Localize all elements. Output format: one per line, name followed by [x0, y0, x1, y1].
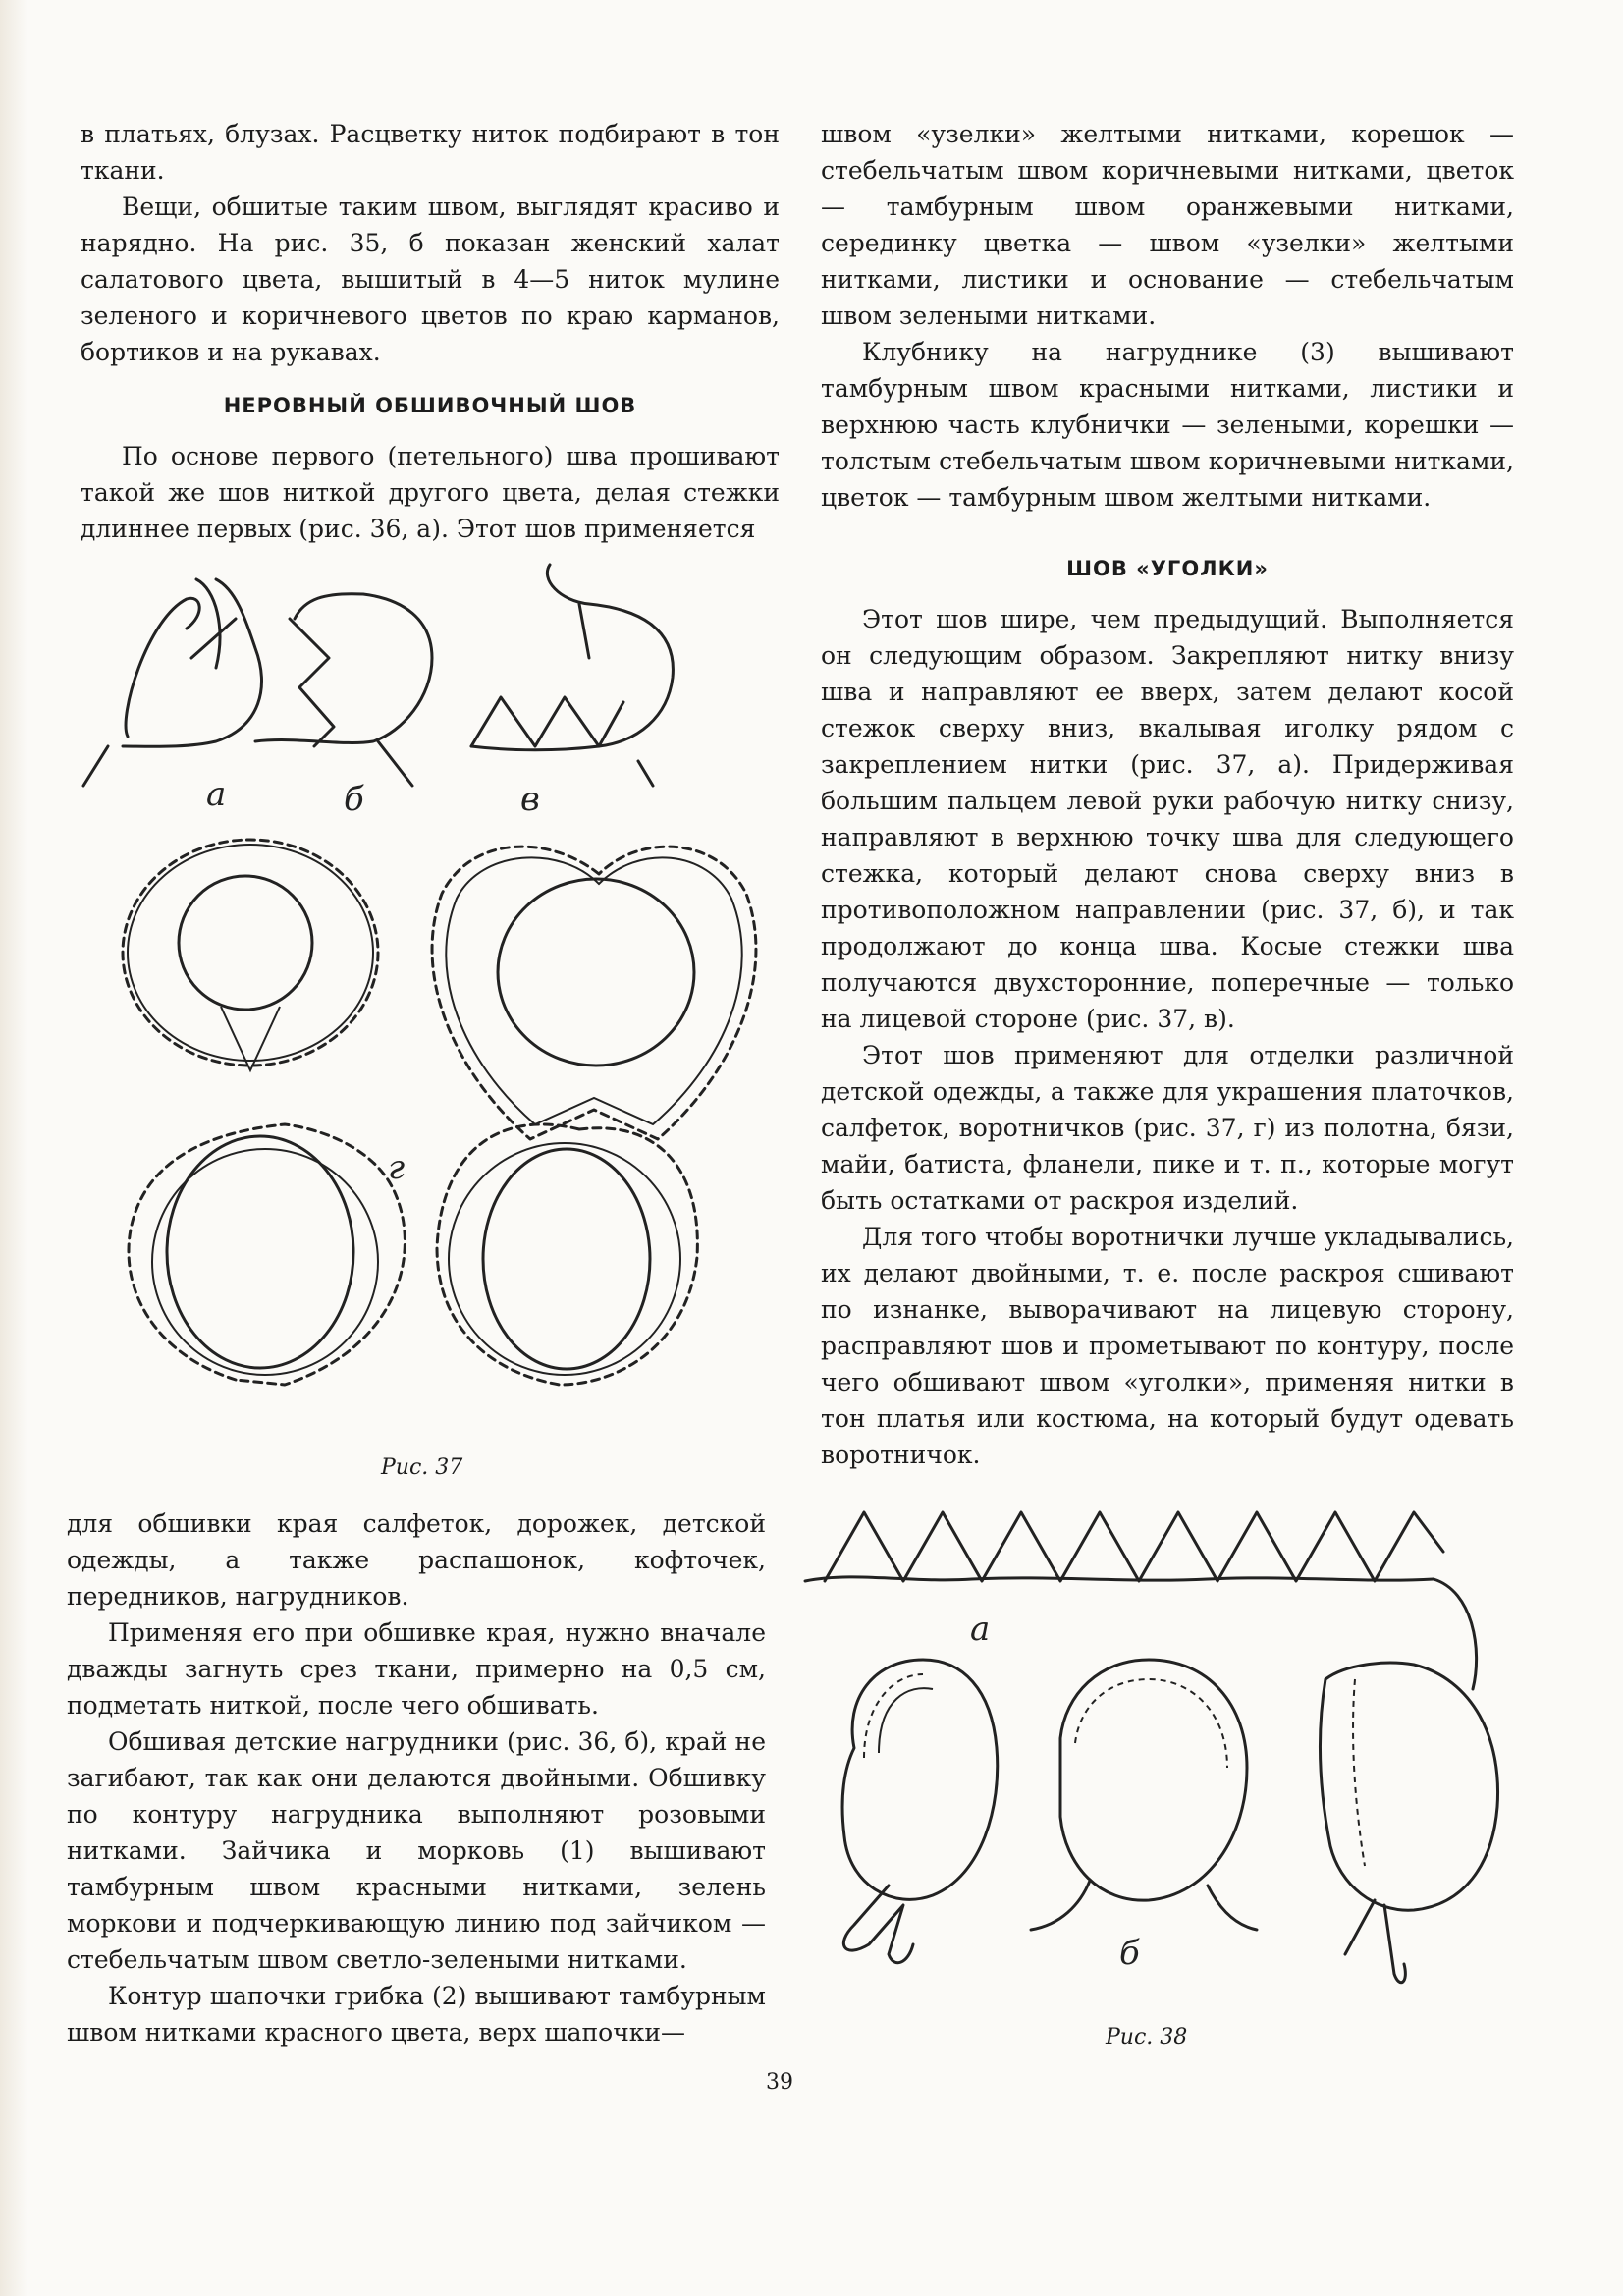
- bonnet-center: [1031, 1660, 1257, 1973]
- collar-round-top-left: [123, 840, 378, 1070]
- figure-label-b: б: [1119, 1934, 1140, 1973]
- paragraph: Применяя его при обшивке края, нужно вначале дважды загнуть срез ткани, примерно на 0,5 см, подметать ниткой, после чего обшивать.: [67, 1618, 766, 1720]
- figure-37-caption: Рис. 37: [381, 1455, 463, 1480]
- paragraph: для обшивки края салфеток, дорожек, детской одежды, а также распашонок, кофточек, передников, нагрудников.: [67, 1509, 766, 1611]
- figure-38-caption: Рис. 38: [1106, 2025, 1188, 2050]
- paragraph: Вещи, обшитые таким швом, выглядят красиво и нарядно. На рис. 35, б показан женский халат салатового цвета, вышитый в 4—5 ниток мулине зеленого и коричневого цветов по краю карманов, бортиков и на рукавах.: [81, 192, 780, 366]
- paragraph: в платьях, блузах. Расцветку ниток подбирают в тон ткани.: [81, 120, 780, 185]
- stitch-diagram-b: [255, 594, 432, 819]
- paragraph: Контур шапочки грибка (2) вышивают тамбурным швом нитками красного цвета, верх шапочки—: [67, 1982, 766, 2047]
- paragraph: швом «узелки» желтыми нитками, корешок — стебельчатым швом коричневыми нитками, цветок — тамбурным швом оранжевыми нитками, серединку цветка — швом «узелки» желтыми нитками, листики и основание — стебельчатым швом зелеными нитками.: [821, 120, 1514, 330]
- figure-label-g: г: [388, 1148, 406, 1187]
- page-margin-shadow: [0, 0, 27, 2296]
- stitch-diagram-a: [83, 579, 262, 814]
- figure-37: [88, 560, 795, 1463]
- figure-label-a: а: [206, 775, 227, 814]
- paragraph: Обшивая детские нагрудники (рис. 36, б), край не загибают, так как они делаются двойными. Обшивку по контуру нагрудника выполняют розовыми нитками. Зайчика и морковь (1) вышивают тамбурным швом красными нитками, зелень моркови и подчеркивающую линию под зайчиком — стебельчатым швом светло-зелеными нитками.: [67, 1727, 766, 1974]
- figure-38: [795, 1493, 1502, 2043]
- left-column-bottom: [67, 1505, 766, 2050]
- section-heading-uneven-seam: НЕРОВНЫЙ ОБШИВОЧНЫЙ ШОВ: [223, 394, 637, 417]
- figure-label-a: а: [970, 1610, 991, 1649]
- collar-oval-bottom-right: [437, 1124, 697, 1385]
- paragraph: По основе первого (петельного) шва прошивают такой же шов ниткой другого цвета, делая стежки длиннее первых (рис. 36, а). Этот шов применяется: [81, 442, 780, 543]
- paragraph: Клубнику на нагруднике (3) вышивают тамбурным швом красными нитками, листики и верхнюю часть клубнички — зелеными, корешки — толстым стебельчатым швом коричневыми нитками, цветок — тамбурным швом желтыми нитками.: [821, 338, 1514, 512]
- paragraph: Этот шов применяют для отделки различной детской одежды, а также для украшения платочков, салфеток, воротничков (рис. 37, г) из полотна, бязи, майи, батиста, фланели, пике и т. п., которые могут быть остатками от раскроя изделий.: [821, 1041, 1514, 1215]
- paragraph: Для того чтобы воротнички лучше укладывались, их делают двойными, т. е. после раскроя сшивают по изнанке, выворачивают на лицевую сторону, расправляют шов и прометывают по контуру, после чего обшивают швом «уголки», применяя нитки в тон платья или костюма, на который будут одевать воротничок.: [821, 1223, 1514, 1469]
- collar-oval-bottom-left: [129, 1124, 405, 1385]
- collar-heart-top-right: [432, 847, 756, 1139]
- bonnet-left: [842, 1660, 998, 1963]
- stitch-diagram-v: [471, 565, 673, 819]
- left-column-top: [81, 116, 780, 547]
- figure-label-v: в: [520, 780, 540, 819]
- section-heading-corners-seam: ШОВ «УГОЛКИ»: [1066, 557, 1269, 580]
- figure-label-b: б: [344, 780, 364, 819]
- right-column: [821, 116, 1514, 1473]
- bonnet-right: [1321, 1663, 1498, 1983]
- page-number: 39: [766, 2070, 793, 2095]
- paragraph: Этот шов шире, чем предыдущий. Выполняется он следующим образом. Закрепляют нитку внизу шва и направляют ее вверх, затем делают косой стежок сверху вниз, вкалывая иголку рядом с закреплением нитки (рис. 37, а). Придерживая большим пальцем левой руки рабочую нитку снизу, направляют в верхнюю точку шва для следующего стежка, который делают снова сверху вниз в противоположном направлении (рис. 37, б), и так продолжают до конца шва. Косые стежки шва получаются двухсторонние, поперечные — только на лицевой стороне (рис. 37, в).: [821, 605, 1514, 1033]
